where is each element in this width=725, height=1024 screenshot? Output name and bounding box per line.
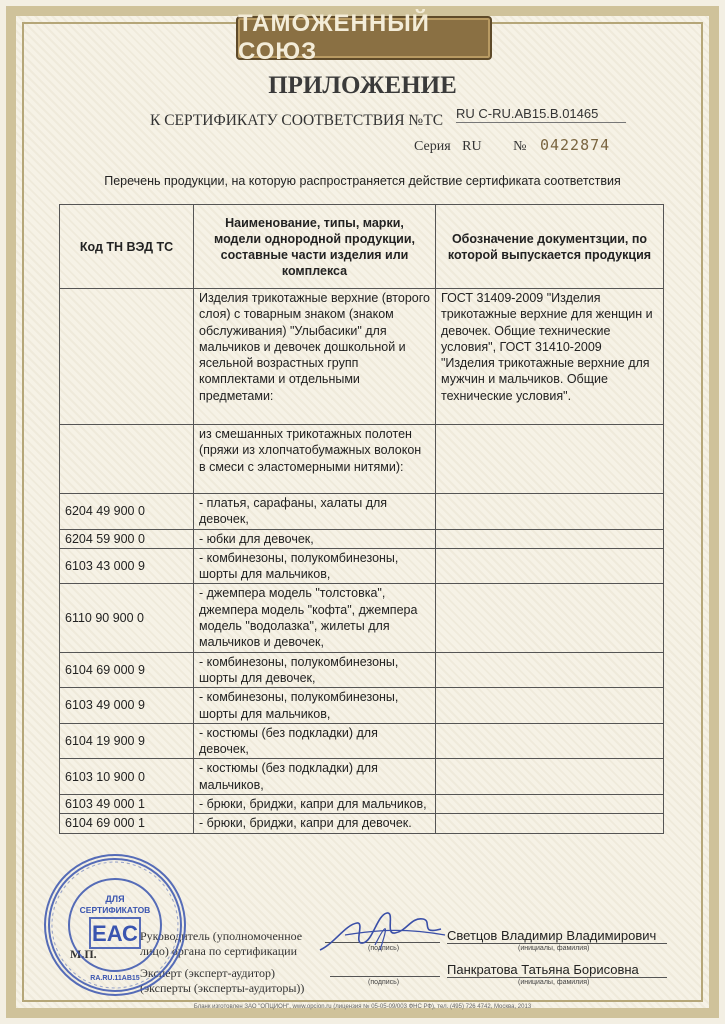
customs-union-banner: ТАМОЖЕННЫЙ СОЮЗ — [236, 16, 492, 60]
table-row — [60, 795, 664, 814]
table-row — [60, 289, 664, 425]
row-code: 6204 49 900 0 — [60, 494, 194, 530]
seal-center-top: ДЛЯ — [105, 894, 125, 904]
series-code: RU — [462, 139, 482, 154]
row-code: 6103 49 000 9 — [60, 688, 194, 724]
expert-signature-line — [330, 976, 440, 977]
row-doc — [436, 529, 664, 548]
signature-icon — [315, 905, 450, 960]
header-code: Код ТН ВЭД ТС — [60, 205, 194, 289]
row-doc — [436, 652, 664, 688]
row-code: 6204 59 900 0 — [60, 529, 194, 548]
row-name: - костюмы (без подкладки) для девочек, — [194, 723, 436, 759]
expert-label-line-2: (эксперты (эксперты-аудиторы)) — [140, 981, 305, 995]
row-code: 6104 69 000 9 — [60, 652, 194, 688]
seal-bottom-code: RA.RU.11AB15 — [90, 975, 140, 982]
row-code: 6104 19 900 9 — [60, 723, 194, 759]
certification-seal-icon — [40, 850, 190, 1000]
table-row — [60, 548, 664, 584]
head-signature-hint: (подпись) — [368, 945, 400, 952]
certificate-number: RU C-RU.AB15.B.01465 — [456, 106, 626, 123]
row-name: - джемпера модель "толстовка", джемпера модель "кофта", джемпера модель "водолазка", жилеты для мальчиков и девочек, — [194, 584, 436, 652]
header-doc: Обозначение документзции, по которой выпускается продукция — [436, 205, 664, 289]
table-row — [60, 759, 664, 795]
row-doc — [436, 584, 664, 652]
row-name: - брюки, бриджи, капри для девочек. — [194, 814, 436, 833]
table-row — [60, 688, 664, 724]
row-doc — [436, 425, 664, 494]
row-name: Изделия трикотажные верхние (второго слоя) с товарным знаком (знаком обслуживания) "Улыбасики" для мальчиков и девочек дошкольной и ясельной возрастных групп комплектами и отдельными предметами: — [194, 289, 436, 425]
row-doc — [436, 548, 664, 584]
table-row — [60, 529, 664, 548]
expert-signature-hint: (подпись) — [368, 979, 400, 986]
row-code: 6104 69 000 1 — [60, 814, 194, 833]
row-code: 6103 49 000 1 — [60, 795, 194, 814]
seal-center-mid: СЕРТИФИКАТОВ — [79, 905, 151, 915]
series-line — [414, 136, 610, 155]
number-sign: № — [513, 139, 527, 154]
row-name: - комбинезоны, полукомбинезоны, шорты для мальчиков, — [194, 688, 436, 724]
seal-eac-mark: ЕАС — [92, 921, 138, 946]
row-doc — [436, 494, 664, 530]
mp-mark: М.П. — [70, 947, 97, 961]
row-doc — [436, 814, 664, 833]
products-table — [59, 204, 664, 834]
expert-name-line — [447, 977, 667, 978]
row-name: из смешанных трикотажных полотен (пряжи из хлопчатобумажных волокон в смеси с эластомерными нитями): — [194, 425, 436, 494]
head-label-line-2: лицо) органа по сертификации — [140, 944, 297, 958]
header-name: Наименование, типы, марки, модели однородной продукции, составные части изделия или комплекса — [194, 205, 436, 289]
table-row — [60, 652, 664, 688]
row-doc — [436, 759, 664, 795]
row-doc — [436, 723, 664, 759]
row-code — [60, 425, 194, 494]
row-name: - комбинезоны, полукомбинезоны, шорты для мальчиков, — [194, 548, 436, 584]
row-code: 6103 10 900 0 — [60, 759, 194, 795]
certificate-subtitle: К СЕРТИФИКАТУ СООТВЕТСТВИЯ №ТС — [150, 112, 444, 129]
expert-name-hint: (инициалы, фамилия) — [518, 979, 590, 986]
row-name: - брюки, бриджи, капри для мальчиков, — [194, 795, 436, 814]
table-row — [60, 723, 664, 759]
row-code: 6110 90 900 0 — [60, 584, 194, 652]
table-row — [60, 425, 664, 494]
expert-label-line-1: Эксперт (эксперт-аудитор) — [140, 966, 276, 980]
row-doc — [436, 795, 664, 814]
row-doc: ГОСТ 31409-2009 "Изделия трикотажные верхние для женщин и девочек. Общие технические условия", ГОСТ 31410-2009 "Изделия трикотажные верхние для мужчин и мальчиков. Общие технические условия". — [436, 289, 664, 425]
intro-text: Перечень продукции, на которую распространяется действие сертификата соответствия — [104, 174, 621, 188]
row-name: - платья, сарафаны, халаты для девочек, — [194, 494, 436, 530]
row-name: - костюмы (без подкладки) для мальчиков, — [194, 759, 436, 795]
head-name-line — [447, 943, 667, 944]
table-row — [60, 814, 664, 833]
serial-number: 0422874 — [539, 136, 611, 154]
printer-info: Бланк изготовлен ЗАО "ОПЦИОН", www.opcion.ru (лицензия № 05-05-09/003 ФНС РФ), тел. (495) 726 4742, Москва, 2013 — [193, 1004, 532, 1010]
head-name: Светцов Владимир Владимирович — [447, 928, 657, 943]
row-code: 6103 43 000 9 — [60, 548, 194, 584]
series-label: Серия — [414, 139, 451, 154]
row-name: - комбинезоны, полукомбинезоны, шорты для девочек, — [194, 652, 436, 688]
row-code — [60, 289, 194, 425]
row-name: - юбки для девочек, — [194, 529, 436, 548]
head-name-hint: (инициалы, фамилия) — [518, 945, 590, 952]
table-header-row — [60, 205, 664, 289]
table-row — [60, 584, 664, 652]
table-row — [60, 494, 664, 530]
row-doc — [436, 688, 664, 724]
page-title: ПРИЛОЖЕНИЕ — [268, 72, 457, 99]
expert-name: Панкратова Татьяна Борисовна — [447, 962, 639, 977]
head-label-line-1: Руководитель (уполномоченное — [140, 929, 303, 943]
